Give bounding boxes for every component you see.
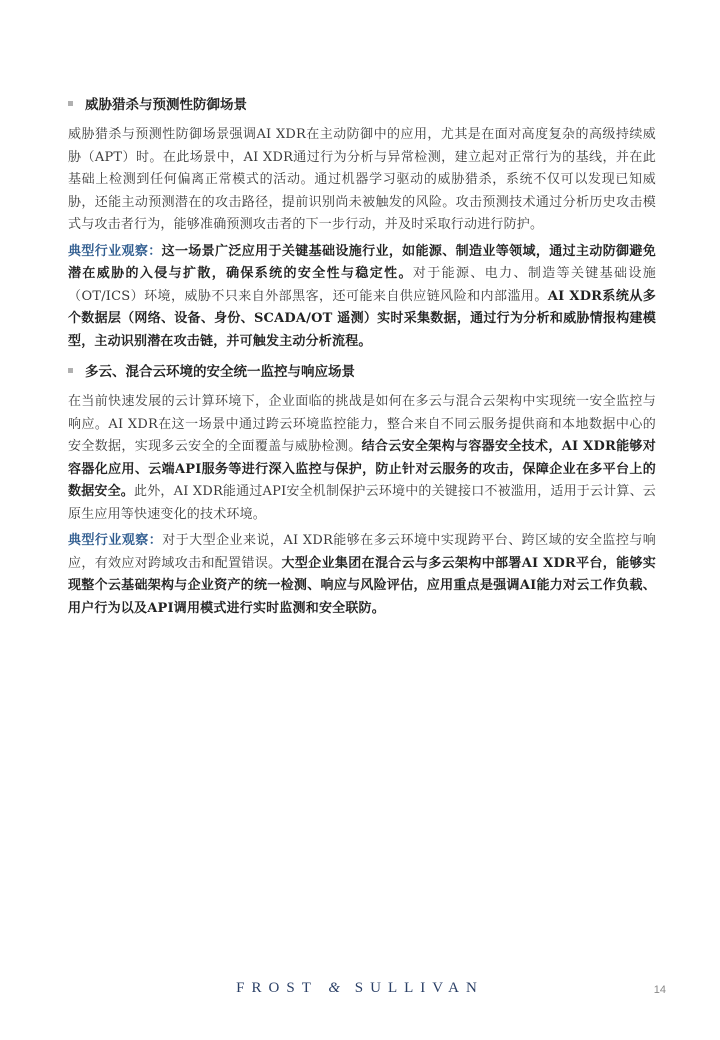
- observation-text: 对于能源、电力、制造等关键基础设施（OT/ICS）环境，威胁不只来自外部黑客，还可能来自供应链风险和内部滥用。: [68, 266, 656, 304]
- paragraph-text: 在当前快速发展的云计算环境下，企业面临的挑战是如何在多云与混合云架构中实现统一安全监控与响应。AI XDR在这一场景中通过跨云环境监控能力，整合来自不同云服务提供商和本地数据中心的安全数据，实现多云安全的全面覆盖与威胁检测。: [68, 394, 656, 454]
- section-heading-multicloud: [68, 359, 656, 381]
- section-heading-text: 威胁猎杀与预测性防御场景: [85, 97, 247, 113]
- observation-bold-text: AI XDR系统从多个数据层（网络、设备、身份、SCADA/OT 遥测）实时采集数据，通过行为分析和威胁情报构建模型，主动识别潜在攻击链，并可触发主动分析流程。: [68, 288, 657, 349]
- industry-observation-1: [68, 241, 656, 354]
- paragraph-text: 此外，AI XDR能通过API安全机制保护云环境中的关键接口不被滥用，适用于云计算、云原生应用等快速变化的技术环境。: [68, 484, 657, 522]
- page-number: 14: [653, 984, 666, 996]
- observation-bold-text: 这一场景广泛应用于关键基础设施行业，如能源、制造业等领域，通过主动防御避免潜在威胁的入侵与扩散，确保系统的安全性与稳定性。: [68, 243, 656, 281]
- observation-label: 典型行业观察：: [68, 533, 163, 548]
- logo-text-left: FROST: [236, 980, 318, 996]
- observation-label: 典型行业观察：: [68, 243, 162, 259]
- section-heading-text: 多云、混合云环境的安全统一监控与响应场景: [85, 364, 355, 380]
- page-content: [68, 92, 656, 624]
- paragraph-threat-hunting: 威胁猎杀与预测性防御场景强调AI XDR在主动防御中的应用，尤其是在面对高度复杂的高级持续威胁（APT）时。在此场景中，AI XDR通过行为分析与异常检测，建立起对正常行为的基线，并在此基础上检测到任何偏离正常模式的活动。通过机器学习驱动的威胁猎杀，系统不仅可以发现已知威胁，还能主动预测潜在的攻击路径，提前识别尚未被触发的风险。攻击预测技术通过分析历史攻击模式与攻击者行为，能够准确预测攻击者的下一步行动，并及时采取行动进行防护。: [68, 127, 656, 232]
- observation-bold-text: 大型企业集团在混合云与多云架构中部署AI XDR平台，能够实现整个云基础架构与企业资产的统一检测、响应与风险评估，应用重点是强调AI能力对云工作负载、用户行为以及API调用模式进行实时监测和安全联防。: [68, 555, 657, 616]
- frost-sullivan-logo: [0, 980, 720, 997]
- paragraph-multicloud: [68, 391, 656, 526]
- observation-text: 对于大型企业来说，AI XDR能够在多云环境中实现跨平台、跨区域的安全监控与响应，有效应对跨域攻击和配置错误。: [68, 533, 656, 571]
- bullet-icon: [68, 101, 73, 106]
- section-heading-threat-hunting: [68, 92, 656, 114]
- logo-ampersand: &: [328, 980, 345, 996]
- logo-text-right: SULLIVAN: [354, 980, 484, 996]
- industry-observation-2: [68, 530, 656, 620]
- bullet-icon: [68, 368, 73, 373]
- paragraph-bold-text: 结合云安全架构与容器安全技术，AI XDR能够对容器化应用、云端API服务等进行深入监控与保护，防止针对云服务的攻击，保障企业在多平台上的数据安全。: [68, 439, 656, 499]
